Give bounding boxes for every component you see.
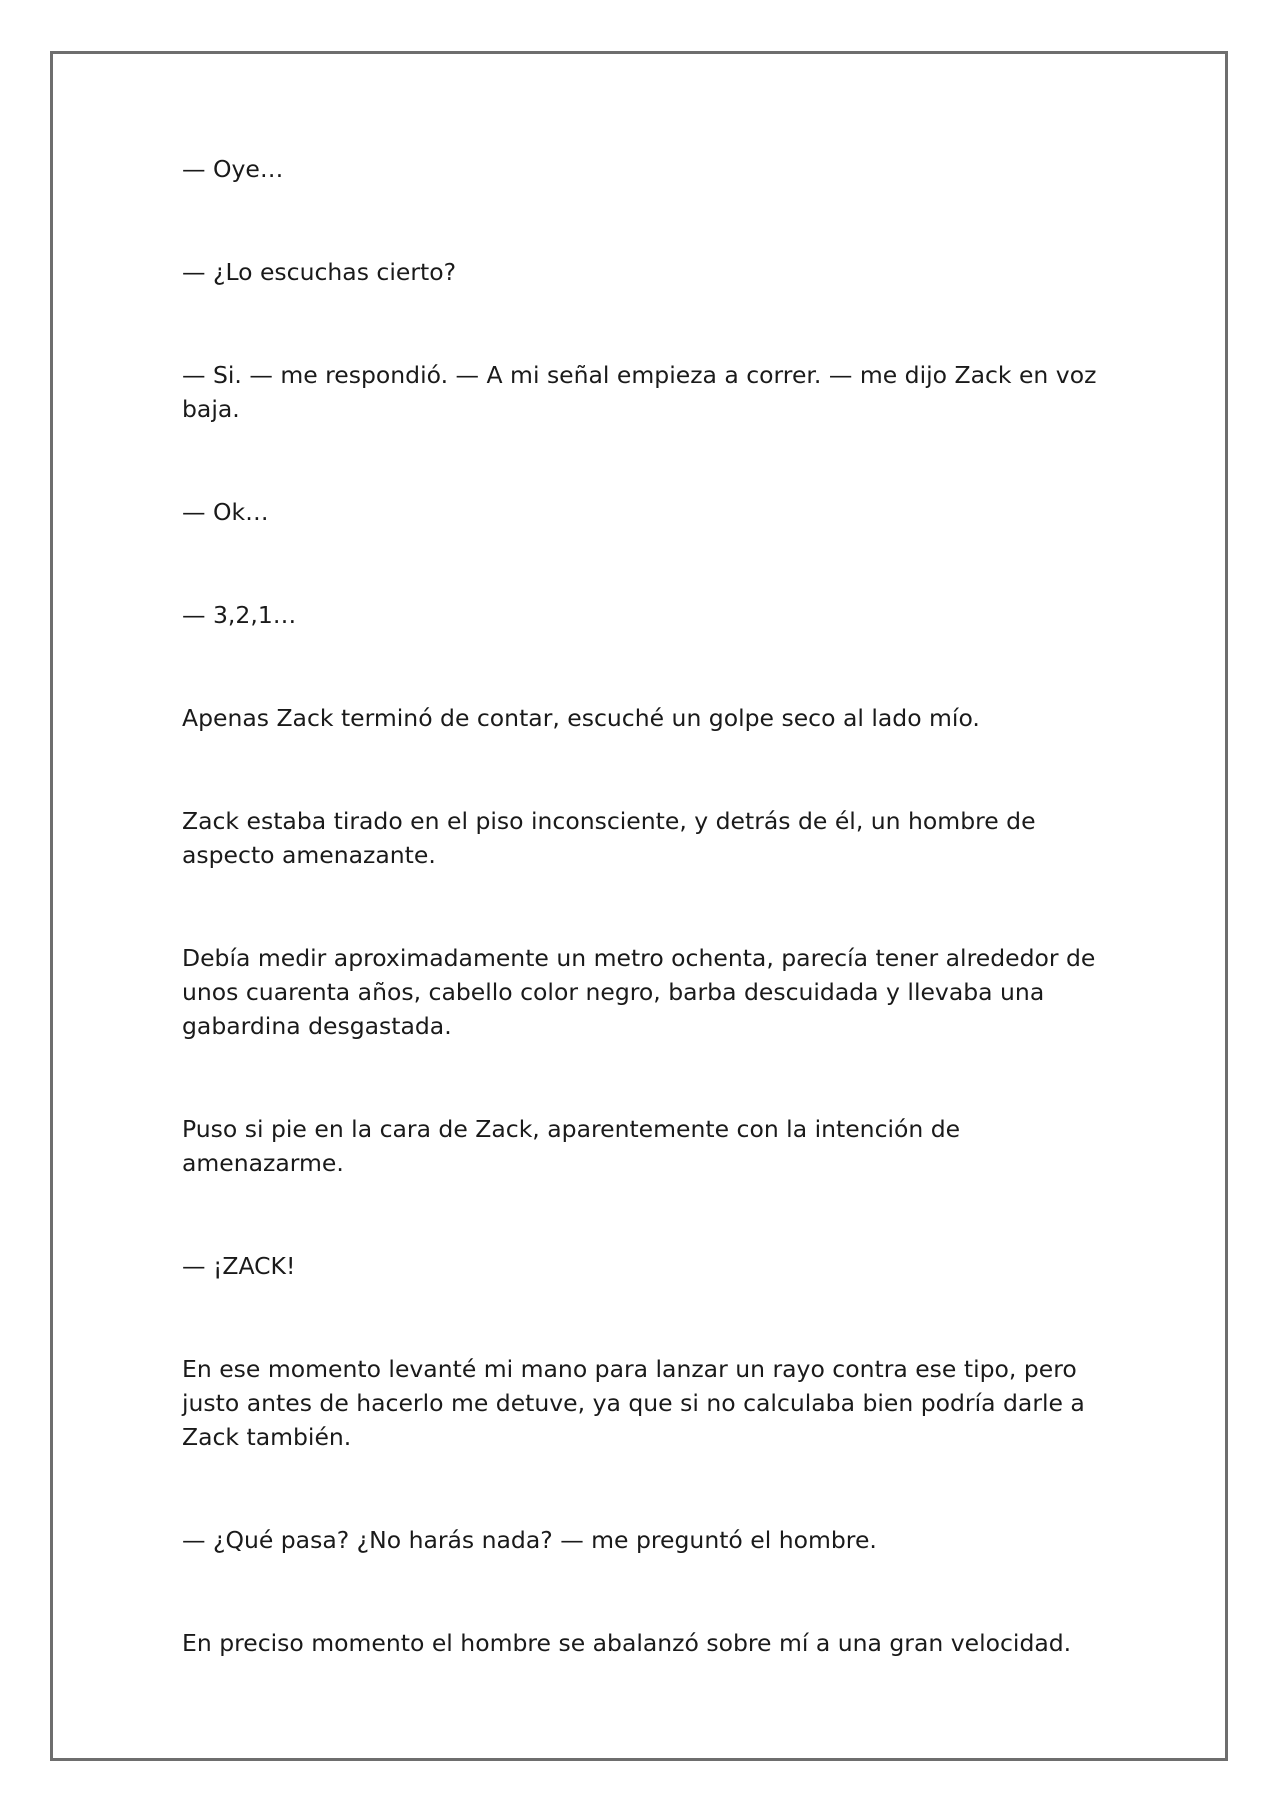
paragraph-11: En ese momento levanté mi mano para lanzar un rayo contra ese tipo, pero justo antes de hacerlo me detuve, ya que si no calculaba bien podría darle a Zack también. — [182, 1355, 1085, 1451]
paragraph-12: — ¿Qué pasa? ¿No harás nada? — me preguntó el hombre. — [182, 1526, 877, 1554]
paragraph-13: En preciso momento el hombre se abalanzó sobre mí a una gran velocidad. — [182, 1629, 1072, 1657]
paragraph-5: — 3,2,1… — [182, 601, 297, 629]
paragraph-1: — Oye… — [182, 155, 284, 183]
paragraph-4: — Ok… — [182, 498, 269, 526]
document-body — [182, 152, 1112, 1660]
paragraph-8: Debía medir aproximadamente un metro ochenta, parecía tener alrededor de unos cuarenta años, cabello color negro, barba descuidada y llevaba una gabardina desgastada. — [182, 944, 1096, 1040]
paragraph-2: — ¿Lo escuchas cierto? — [182, 258, 457, 286]
paragraph-3: — Si. — me respondió. — A mi señal empieza a correr. — me dijo Zack en voz baja. — [182, 361, 1097, 423]
paragraph-6: Apenas Zack terminó de contar, escuché un golpe seco al lado mío. — [182, 704, 980, 732]
paragraph-9: Puso si pie en la cara de Zack, aparentemente con la intención de amenazarme. — [182, 1115, 961, 1177]
paragraph-7: Zack estaba tirado en el piso inconsciente, y detrás de él, un hombre de aspecto amenazante. — [182, 807, 1036, 869]
paragraph-10: — ¡ZACK! — [182, 1252, 296, 1280]
